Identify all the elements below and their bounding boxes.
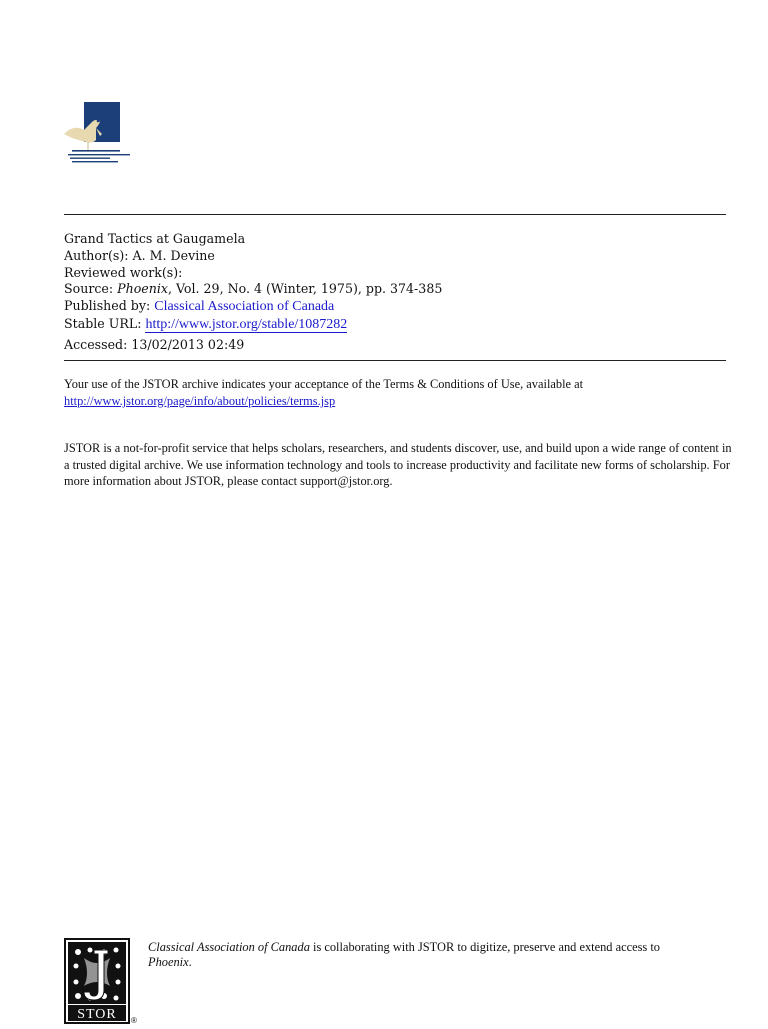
- terms-notice: [64, 376, 724, 409]
- source-details: , Vol. 29, No. 4 (Winter, 1975), pp. 374-385: [167, 281, 443, 297]
- reviewed-works-line: Reviewed work(s):: [64, 264, 183, 280]
- published-line: [64, 298, 724, 316]
- stable-url-link[interactable]: http://www.jstor.org/stable/1087282: [145, 316, 348, 332]
- terms-link[interactable]: http://www.jstor.org/page/info/about/policies/terms.jsp: [64, 393, 336, 408]
- jstor-logo-text: STOR: [77, 1007, 117, 1022]
- footer-journal-suffix: .: [188, 954, 192, 969]
- publisher-logo: [62, 100, 140, 170]
- registered-mark: ®: [131, 1016, 137, 1024]
- published-label: Published by:: [64, 298, 151, 314]
- source-label: Source:: [64, 281, 114, 297]
- jstor-logo: [64, 938, 144, 1024]
- publisher-link[interactable]: Classical Association of Canada: [154, 299, 335, 315]
- accessed-line: Accessed: 13/02/2013 02:49: [64, 336, 245, 352]
- heron-logo-icon: [62, 100, 140, 170]
- source-journal: Phoenix: [117, 281, 168, 297]
- stable-url-line: [64, 316, 724, 334]
- footer-publisher: Classical Association of Canada: [148, 940, 310, 954]
- about-jstor-paragraph: JSTOR is a not-for-profit service that helps scholars, researchers, and students discover, use, and build upon a wide range of content in a trusted digital archive. We use information technology and tools to increase productivity and facilitate new forms of scholarship. For more information about JSTOR, please contact support@jstor.org.: [64, 441, 732, 489]
- citation-block: [64, 231, 724, 354]
- stable-url-label: Stable URL:: [64, 315, 142, 331]
- author-line: [64, 248, 724, 265]
- author-name: A. M. Devine: [132, 247, 215, 263]
- jstor-logo-icon: [64, 938, 144, 1024]
- collaboration-notice: [148, 940, 718, 969]
- author-label: Author(s):: [64, 247, 129, 263]
- citation-divider: [64, 360, 726, 361]
- footer-text: is collaborating with JSTOR to digitize, preserve and extend access to: [309, 940, 660, 954]
- footer-journal: Phoenix: [148, 954, 189, 969]
- header-divider: [64, 214, 726, 215]
- terms-text: Your use of the JSTOR archive indicates your acceptance of the Terms & Conditions of Use, available at: [64, 377, 584, 391]
- article-title: Grand Tactics at Gaugamela: [64, 231, 246, 246]
- source-line: [64, 281, 724, 298]
